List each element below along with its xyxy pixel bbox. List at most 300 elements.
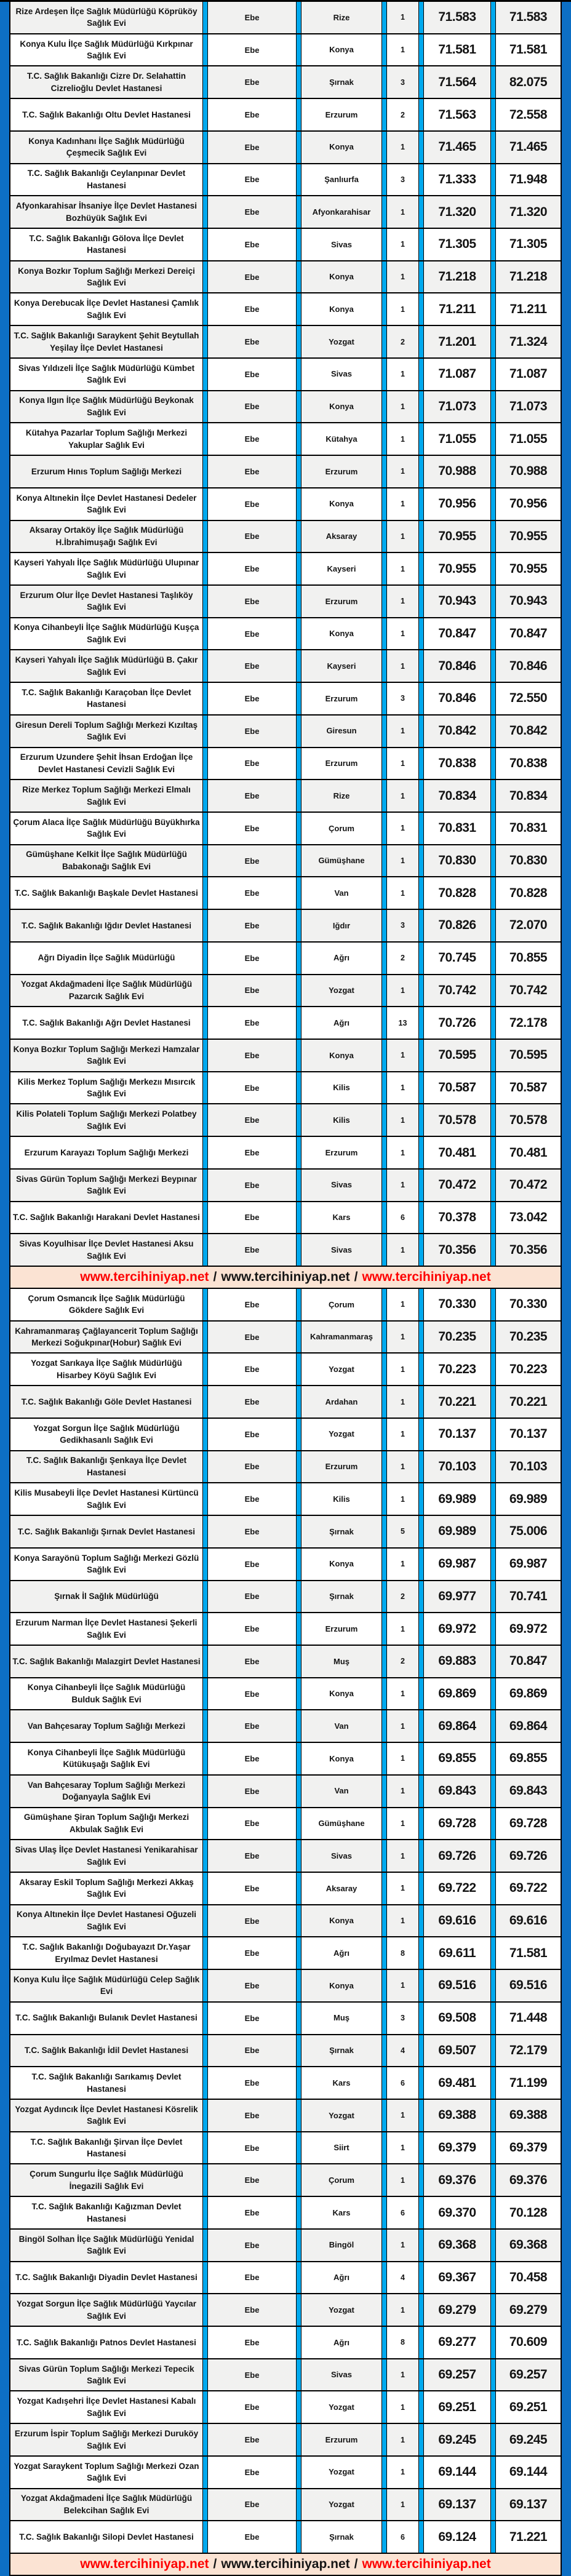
column-separator bbox=[296, 132, 301, 163]
column-separator bbox=[381, 2197, 387, 2228]
column-separator bbox=[490, 2391, 496, 2423]
institution-cell: Gümüşhane Şiran Toplum Sağlığı Merkezi Akbulak Sağlık Evi bbox=[10, 1808, 202, 1840]
column-separator bbox=[202, 1970, 208, 2001]
column-separator bbox=[418, 1483, 424, 1515]
column-separator bbox=[418, 34, 424, 66]
institution-cell: Yozgat Sorgun İlçe Sağlık Müdürlüğü Gedikhasanlı Sağlık Evi bbox=[10, 1419, 202, 1450]
city-cell: Konya bbox=[301, 132, 381, 163]
column-separator bbox=[490, 1234, 496, 1266]
city-cell: Yozgat bbox=[301, 2294, 381, 2326]
score-right-cell: 69.728 bbox=[496, 1808, 561, 1840]
column-separator bbox=[381, 229, 387, 260]
profession-cell: Ebe bbox=[208, 1040, 296, 1071]
watermark-bar-bottom bbox=[10, 2554, 561, 2576]
institution-cell: T.C. Sağlık Bakanlığı Doğubayazıt Dr.Yaşar Eryılmaz Devlet Hastanesi bbox=[10, 1937, 202, 1969]
institution-cell: T.C. Sağlık Bakanlığı Kağızman Devlet Hastanesi bbox=[10, 2197, 202, 2228]
city-cell: Şırnak bbox=[301, 1516, 381, 1547]
watermark-separator: / bbox=[354, 2557, 358, 2572]
watermark-url-text: www.tercihiniyap.net bbox=[221, 1270, 350, 1285]
quota-count-cell: 1 bbox=[387, 780, 418, 811]
column-separator bbox=[490, 910, 496, 941]
column-separator bbox=[296, 66, 301, 98]
column-separator bbox=[490, 34, 496, 66]
column-separator bbox=[296, 2100, 301, 2131]
column-separator bbox=[381, 1549, 387, 1580]
column-separator bbox=[296, 1873, 301, 1904]
score-right-cell: 70.846 bbox=[496, 650, 561, 682]
table-row bbox=[10, 1170, 561, 1202]
column-separator bbox=[202, 618, 208, 650]
column-separator bbox=[381, 1289, 387, 1320]
column-separator bbox=[418, 1549, 424, 1580]
profession-cell: Ebe bbox=[208, 2067, 296, 2099]
column-separator bbox=[202, 553, 208, 584]
institution-cell: Aksaray Ortaköy İlçe Sağlık Müdürlüğü H.İbrahimuşağı Sağlık Evi bbox=[10, 521, 202, 552]
column-separator bbox=[202, 1710, 208, 1742]
profession-cell: Ebe bbox=[208, 1905, 296, 1937]
score-left-cell: 69.611 bbox=[424, 1937, 490, 1969]
score-right-cell: 69.864 bbox=[496, 1710, 561, 1742]
column-separator bbox=[490, 391, 496, 423]
column-separator bbox=[381, 261, 387, 293]
column-separator bbox=[202, 2, 208, 33]
institution-cell: Şırnak İl Sağlık Müdürlüğü bbox=[10, 1581, 202, 1613]
watermark-url-text: www.tercihiniyap.net bbox=[362, 1270, 491, 1285]
column-separator bbox=[202, 2521, 208, 2553]
institution-cell: Kütahya Pazarlar Toplum Sağlığı Merkezi Yakuplar Sağlık Evi bbox=[10, 423, 202, 455]
quota-count-cell: 1 bbox=[387, 229, 418, 260]
profession-cell: Ebe bbox=[208, 1873, 296, 1904]
column-separator bbox=[418, 2197, 424, 2228]
score-left-cell: 71.055 bbox=[424, 423, 490, 455]
score-left-cell: 70.956 bbox=[424, 488, 490, 520]
quota-count-cell: 1 bbox=[387, 1743, 418, 1774]
quota-count-cell: 1 bbox=[387, 2489, 418, 2521]
profession-cell: Ebe bbox=[208, 1776, 296, 1807]
score-right-cell: 69.726 bbox=[496, 1840, 561, 1872]
score-left-cell: 69.616 bbox=[424, 1905, 490, 1937]
column-separator bbox=[381, 1354, 387, 1385]
column-separator bbox=[202, 1613, 208, 1645]
table-row bbox=[10, 391, 561, 424]
table-row bbox=[10, 2457, 561, 2489]
column-separator bbox=[490, 553, 496, 584]
column-separator bbox=[202, 2035, 208, 2067]
score-right-cell: 71.211 bbox=[496, 293, 561, 325]
column-separator bbox=[418, 2294, 424, 2326]
score-right-cell: 70.834 bbox=[496, 780, 561, 811]
column-separator bbox=[418, 2489, 424, 2521]
profession-cell: Ebe bbox=[208, 1419, 296, 1450]
column-separator bbox=[490, 943, 496, 974]
table-row bbox=[10, 1776, 561, 1808]
quota-count-cell: 1 bbox=[387, 2, 418, 33]
column-separator bbox=[418, 2067, 424, 2099]
profession-cell: Ebe bbox=[208, 2035, 296, 2067]
column-separator bbox=[490, 1549, 496, 1580]
column-separator bbox=[296, 813, 301, 844]
city-cell: Konya bbox=[301, 1678, 381, 1710]
quota-count-cell: 1 bbox=[387, 261, 418, 293]
profession-cell: Ebe bbox=[208, 2003, 296, 2034]
column-separator bbox=[381, 196, 387, 228]
city-cell: Konya bbox=[301, 1549, 381, 1580]
score-left-cell: 69.379 bbox=[424, 2132, 490, 2164]
score-right-cell: 71.221 bbox=[496, 2521, 561, 2553]
column-separator bbox=[381, 488, 387, 520]
table-row bbox=[10, 1581, 561, 1614]
score-right-cell: 73.042 bbox=[496, 1202, 561, 1234]
quota-count-cell: 1 bbox=[387, 34, 418, 66]
column-separator bbox=[418, 1873, 424, 1904]
column-separator bbox=[418, 716, 424, 747]
city-cell: Bingöl bbox=[301, 2230, 381, 2261]
column-separator bbox=[202, 2230, 208, 2261]
quota-count-cell: 1 bbox=[387, 650, 418, 682]
quota-count-cell: 1 bbox=[387, 1970, 418, 2001]
column-separator bbox=[418, 2100, 424, 2131]
table-row bbox=[10, 132, 561, 164]
column-separator bbox=[202, 229, 208, 260]
table-row bbox=[10, 2359, 561, 2392]
column-separator bbox=[490, 2164, 496, 2196]
table-row bbox=[10, 99, 561, 132]
institution-cell: Sivas Gürün Toplum Sağlığı Merkezi Beypınar Sağlık Evi bbox=[10, 1170, 202, 1201]
column-separator bbox=[296, 1354, 301, 1385]
column-separator bbox=[490, 2294, 496, 2326]
score-left-cell: 69.987 bbox=[424, 1549, 490, 1580]
column-separator bbox=[296, 2035, 301, 2067]
score-left-cell: 70.745 bbox=[424, 943, 490, 974]
city-cell: Konya bbox=[301, 34, 381, 66]
city-cell: Kars bbox=[301, 2197, 381, 2228]
score-left-cell: 70.595 bbox=[424, 1040, 490, 1071]
column-separator bbox=[490, 1873, 496, 1904]
column-separator bbox=[381, 2424, 387, 2455]
column-separator bbox=[296, 1808, 301, 1840]
column-separator bbox=[202, 1840, 208, 1872]
column-separator bbox=[418, 683, 424, 714]
column-separator bbox=[381, 1170, 387, 1201]
column-separator bbox=[202, 293, 208, 325]
column-separator bbox=[202, 2391, 208, 2423]
column-separator bbox=[202, 2327, 208, 2358]
column-separator bbox=[296, 1905, 301, 1937]
column-separator bbox=[381, 618, 387, 650]
column-separator bbox=[418, 359, 424, 390]
institution-cell: Yozgat Akdağmadeni İlçe Sağlık Müdürlüğü Belekcihan Sağlık Evi bbox=[10, 2489, 202, 2521]
profession-cell: Ebe bbox=[208, 1646, 296, 1677]
city-cell: Giresun bbox=[301, 716, 381, 747]
score-left-cell: 71.564 bbox=[424, 66, 490, 98]
profession-cell: Ebe bbox=[208, 1072, 296, 1104]
column-separator bbox=[490, 2521, 496, 2553]
city-cell: Çorum bbox=[301, 1289, 381, 1320]
column-separator bbox=[381, 2489, 387, 2521]
quota-count-cell: 5 bbox=[387, 1516, 418, 1547]
score-right-cell: 69.722 bbox=[496, 1873, 561, 1904]
table-row bbox=[10, 423, 561, 456]
quota-count-cell: 6 bbox=[387, 2067, 418, 2099]
column-separator bbox=[418, 1007, 424, 1039]
profession-cell: Ebe bbox=[208, 1970, 296, 2001]
institution-cell: T.C. Sağlık Bakanlığı İdil Devlet Hastanesi bbox=[10, 2035, 202, 2067]
profession-cell: Ebe bbox=[208, 2262, 296, 2294]
score-right-cell: 71.320 bbox=[496, 196, 561, 228]
institution-cell: Erzurum Olur İlçe Devlet Hastanesi Taşlıköy Sağlık Evi bbox=[10, 586, 202, 617]
score-right-cell: 69.376 bbox=[496, 2164, 561, 2196]
column-separator bbox=[490, 1354, 496, 1385]
table-row bbox=[10, 1678, 561, 1711]
table-row bbox=[10, 1937, 561, 1970]
column-separator bbox=[202, 1386, 208, 1418]
column-separator bbox=[490, 1322, 496, 1353]
score-right-cell: 70.742 bbox=[496, 975, 561, 1007]
profession-cell: Ebe bbox=[208, 586, 296, 617]
watermark-separator: / bbox=[354, 1270, 358, 1285]
column-separator bbox=[418, 99, 424, 130]
institution-cell: Çorum Alaca İlçe Sağlık Müdürlüğü Büyükhırka Sağlık Evi bbox=[10, 813, 202, 844]
quota-count-cell: 1 bbox=[387, 586, 418, 617]
column-separator bbox=[296, 748, 301, 780]
column-separator bbox=[490, 975, 496, 1007]
column-separator bbox=[418, 488, 424, 520]
city-cell: Konya bbox=[301, 1970, 381, 2001]
column-separator bbox=[296, 716, 301, 747]
profession-cell: Ebe bbox=[208, 1234, 296, 1266]
column-separator bbox=[381, 66, 387, 98]
score-left-cell: 71.333 bbox=[424, 164, 490, 196]
institution-cell: Van Bahçesaray Toplum Sağlığı Merkezi Doğanyayla Sağlık Evi bbox=[10, 1776, 202, 1807]
column-separator bbox=[381, 1007, 387, 1039]
column-separator bbox=[296, 1234, 301, 1266]
table-row bbox=[10, 1613, 561, 1646]
column-separator bbox=[202, 326, 208, 357]
score-right-cell: 70.741 bbox=[496, 1581, 561, 1613]
score-left-cell: 69.277 bbox=[424, 2327, 490, 2358]
profession-cell: Ebe bbox=[208, 1170, 296, 1201]
quota-count-cell: 1 bbox=[387, 1386, 418, 1418]
column-separator bbox=[296, 521, 301, 552]
column-separator bbox=[296, 618, 301, 650]
score-left-cell: 69.989 bbox=[424, 1516, 490, 1547]
profession-cell: Ebe bbox=[208, 66, 296, 98]
column-separator bbox=[490, 1170, 496, 1201]
score-left-cell: 70.726 bbox=[424, 1007, 490, 1039]
score-left-cell: 69.251 bbox=[424, 2391, 490, 2423]
column-separator bbox=[490, 618, 496, 650]
column-separator bbox=[381, 2132, 387, 2164]
quota-count-cell: 8 bbox=[387, 2327, 418, 2358]
column-separator bbox=[202, 1776, 208, 1807]
city-cell: Erzurum bbox=[301, 748, 381, 780]
column-separator bbox=[296, 2067, 301, 2099]
institution-cell: T.C. Sağlık Bakanlığı Başkale Devlet Hastanesi bbox=[10, 877, 202, 909]
city-cell: Şırnak bbox=[301, 1581, 381, 1613]
column-separator bbox=[296, 1710, 301, 1742]
city-cell: Konya bbox=[301, 1905, 381, 1937]
column-separator bbox=[296, 229, 301, 260]
score-left-cell: 69.388 bbox=[424, 2100, 490, 2131]
table-row bbox=[10, 2035, 561, 2068]
column-separator bbox=[418, 66, 424, 98]
watermark-url-text: www.tercihiniyap.net bbox=[362, 2557, 491, 2572]
score-right-cell: 71.073 bbox=[496, 391, 561, 423]
score-right-cell: 70.943 bbox=[496, 586, 561, 617]
column-separator bbox=[381, 132, 387, 163]
profession-cell: Ebe bbox=[208, 99, 296, 130]
quota-count-cell: 1 bbox=[387, 456, 418, 487]
score-right-cell: 70.838 bbox=[496, 748, 561, 780]
score-right-cell: 75.006 bbox=[496, 1516, 561, 1547]
institution-cell: Konya Cihanbeyli İlçe Sağlık Müdürlüğü Kütükuşağı Sağlık Evi bbox=[10, 1743, 202, 1774]
quota-count-cell: 1 bbox=[387, 2424, 418, 2455]
institution-cell: Van Bahçesaray Toplum Sağlığı Merkezi bbox=[10, 1710, 202, 1742]
column-separator bbox=[296, 1743, 301, 1774]
quota-count-cell: 4 bbox=[387, 2035, 418, 2067]
profession-cell: Ebe bbox=[208, 2100, 296, 2131]
quota-count-cell: 1 bbox=[387, 1776, 418, 1807]
institution-cell: T.C. Sağlık Bakanlığı Gölova İlçe Devlet Hastanesi bbox=[10, 229, 202, 260]
quota-count-cell: 1 bbox=[387, 293, 418, 325]
column-separator bbox=[418, 618, 424, 650]
score-left-cell: 70.103 bbox=[424, 1451, 490, 1483]
column-separator bbox=[490, 1710, 496, 1742]
column-separator bbox=[418, 748, 424, 780]
profession-cell: Ebe bbox=[208, 1613, 296, 1645]
column-separator bbox=[202, 2294, 208, 2326]
column-separator bbox=[202, 1937, 208, 1969]
institution-cell: T.C. Sağlık Bakanlığı Diyadin Devlet Hastanesi bbox=[10, 2262, 202, 2294]
column-separator bbox=[490, 1419, 496, 1450]
city-cell: Kilis bbox=[301, 1072, 381, 1104]
score-right-cell: 82.075 bbox=[496, 66, 561, 98]
column-separator bbox=[296, 1451, 301, 1483]
column-separator bbox=[418, 2003, 424, 2034]
table-row bbox=[10, 521, 561, 554]
column-separator bbox=[202, 1289, 208, 1320]
column-separator bbox=[296, 1040, 301, 1071]
profession-cell: Ebe bbox=[208, 2489, 296, 2521]
column-separator bbox=[418, 2457, 424, 2488]
column-separator bbox=[202, 132, 208, 163]
city-cell: Kilis bbox=[301, 1483, 381, 1515]
score-left-cell: 69.481 bbox=[424, 2067, 490, 2099]
quota-count-cell: 1 bbox=[387, 2294, 418, 2326]
column-separator bbox=[202, 1322, 208, 1353]
column-separator bbox=[490, 2424, 496, 2455]
column-separator bbox=[296, 2521, 301, 2553]
city-cell: Siirt bbox=[301, 2132, 381, 2164]
column-separator bbox=[381, 975, 387, 1007]
profession-cell: Ebe bbox=[208, 2164, 296, 2196]
score-right-cell: 72.558 bbox=[496, 99, 561, 130]
column-separator bbox=[490, 1072, 496, 1104]
column-separator bbox=[490, 229, 496, 260]
quota-count-cell: 1 bbox=[387, 1289, 418, 1320]
column-separator bbox=[381, 1072, 387, 1104]
column-separator bbox=[418, 293, 424, 325]
column-separator bbox=[296, 423, 301, 455]
score-left-cell: 69.977 bbox=[424, 1581, 490, 1613]
city-cell: Erzurum bbox=[301, 2424, 381, 2455]
city-cell: Erzurum bbox=[301, 1137, 381, 1168]
column-separator bbox=[418, 2262, 424, 2294]
quota-count-cell: 1 bbox=[387, 618, 418, 650]
score-right-cell: 69.379 bbox=[496, 2132, 561, 2164]
watermark-url-text: www.tercihiniyap.net bbox=[80, 2557, 209, 2572]
placement-score-table bbox=[9, 2, 562, 2576]
column-separator bbox=[202, 1354, 208, 1385]
quota-count-cell: 2 bbox=[387, 326, 418, 357]
column-separator bbox=[296, 2164, 301, 2196]
profession-cell: Ebe bbox=[208, 1322, 296, 1353]
institution-cell: Kahramanmaraş Çağlayancerit Toplum Sağlığı Merkezi Soğukpınar(Hobur) Sağlık Evi bbox=[10, 1322, 202, 1353]
column-separator bbox=[381, 910, 387, 941]
column-separator bbox=[490, 1905, 496, 1937]
column-separator bbox=[202, 99, 208, 130]
score-left-cell: 69.137 bbox=[424, 2489, 490, 2521]
institution-cell: Afyonkarahisar İhsaniye İlçe Devlet Hastanesi Bozhüyük Sağlık Evi bbox=[10, 196, 202, 228]
column-separator bbox=[381, 34, 387, 66]
quota-count-cell: 1 bbox=[387, 1905, 418, 1937]
column-separator bbox=[296, 1970, 301, 2001]
column-separator bbox=[490, 1776, 496, 1807]
profession-cell: Ebe bbox=[208, 2, 296, 33]
column-separator bbox=[490, 1808, 496, 1840]
column-separator bbox=[381, 650, 387, 682]
profession-cell: Ebe bbox=[208, 943, 296, 974]
quota-count-cell: 1 bbox=[387, 553, 418, 584]
city-cell: Erzurum bbox=[301, 99, 381, 130]
column-separator bbox=[381, 2521, 387, 2553]
column-separator bbox=[381, 683, 387, 714]
score-left-cell: 71.201 bbox=[424, 326, 490, 357]
table-row bbox=[10, 2294, 561, 2327]
city-cell: Konya bbox=[301, 1743, 381, 1774]
column-separator bbox=[202, 2067, 208, 2099]
column-separator bbox=[202, 359, 208, 390]
column-separator bbox=[296, 488, 301, 520]
profession-cell: Ebe bbox=[208, 1516, 296, 1547]
score-right-cell: 70.828 bbox=[496, 877, 561, 909]
quota-count-cell: 1 bbox=[387, 2391, 418, 2423]
profession-cell: Ebe bbox=[208, 650, 296, 682]
column-separator bbox=[418, 1646, 424, 1677]
score-right-cell: 71.948 bbox=[496, 164, 561, 196]
column-separator bbox=[418, 456, 424, 487]
column-separator bbox=[381, 943, 387, 974]
score-left-cell: 70.235 bbox=[424, 1322, 490, 1353]
institution-cell: Çorum Sungurlu İlçe Sağlık Müdürlüğü İnegazili Sağlık Evi bbox=[10, 2164, 202, 2196]
score-left-cell: 70.988 bbox=[424, 456, 490, 487]
column-separator bbox=[418, 1072, 424, 1104]
city-cell: Erzurum bbox=[301, 456, 381, 487]
table-row bbox=[10, 1289, 561, 1322]
city-cell: Van bbox=[301, 877, 381, 909]
table-row bbox=[10, 359, 561, 391]
column-separator bbox=[296, 1170, 301, 1201]
profession-cell: Ebe bbox=[208, 229, 296, 260]
column-separator bbox=[381, 2327, 387, 2358]
score-left-cell: 70.481 bbox=[424, 1137, 490, 1168]
profession-cell: Ebe bbox=[208, 748, 296, 780]
city-cell: Erzurum bbox=[301, 683, 381, 714]
column-separator bbox=[490, 359, 496, 390]
city-cell: Afyonkarahisar bbox=[301, 196, 381, 228]
quota-count-cell: 2 bbox=[387, 1646, 418, 1677]
score-left-cell: 71.073 bbox=[424, 391, 490, 423]
